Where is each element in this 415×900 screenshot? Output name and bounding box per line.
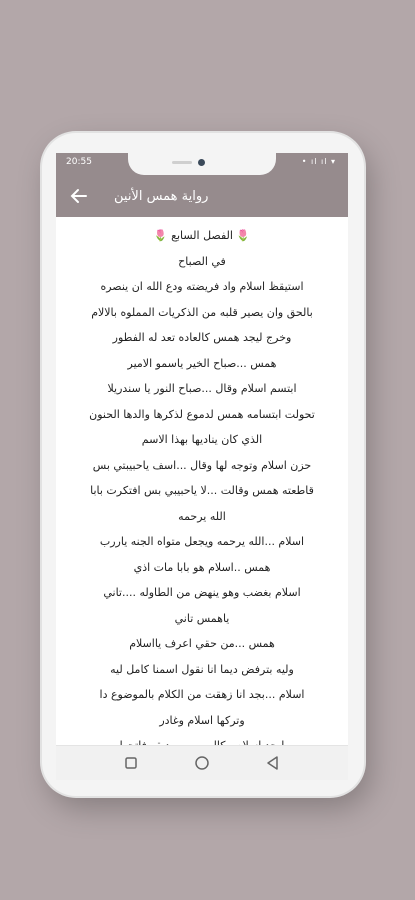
story-line: ياهمس تاني [174,611,230,625]
story-line: همس ...من حقي اعرف يااسلام [129,637,275,650]
story-line: اسلام بغضب وهو ينهض من الطاوله ....تاني [103,586,301,599]
story-line: 🌷 الفصل السابع 🌷 [153,229,251,242]
story-line: اسلام ...الله يرحمه ويجعل متواه الجنه ياررب [99,535,305,548]
story-line: اسلام ...بجد انا زهقت من الكلام بالموضوع دا [99,688,305,701]
square-icon[interactable] [120,752,142,774]
circle-icon[interactable] [191,752,213,774]
story-line: تحولت ابتسامه همس لدموع لذكرها والدها الحنون [89,407,315,421]
camera-icon [198,159,205,166]
story-line: وخرج ليجد همس كالعاده تعد له الفطور [112,331,292,344]
story-line: في الصباح [178,254,226,268]
arrow-left-icon[interactable] [70,185,88,213]
story-line: الذي كان يناديها بهذا الاسم [141,433,263,446]
status-indicators: • ıl ıl ▾ [301,157,336,166]
speaker-grille [172,161,192,164]
page-title: رواية همس الأنين [114,189,209,204]
app-bar [56,179,348,217]
story-line: الله يرحمه [178,509,226,523]
story-line: استيقظ اسلام واد فريضته ودع الله ان ينصره [100,280,304,293]
story-line: وليه بترفض ديما انا نقول اسمنا كامل ليه [110,662,294,676]
story-line: همس ..اسلام هو بابا مات اذي [133,560,271,574]
phone-screen [56,153,348,779]
navigation-bar [56,745,348,780]
story-line: همس ...صباح الخير ياسمو الامير [127,356,277,370]
camera-notch [128,153,276,175]
story-line: بالحق وان يصير قلبه من الذكريات المملوه بالالام [91,305,313,319]
story-content[interactable] [56,217,348,745]
status-time: 20:55 [66,157,92,167]
story-line: حزن اسلام وتوجه لها وقال ...اسف ياحبيبتي بس [92,458,312,472]
story-line: ابتسم اسلام وقال ...صباح النور يا سندريلا [107,382,297,395]
story-line: قاطعته همس وقالت ...لا ياحبيبي بس افتكرت بابا [90,484,314,497]
story-line: وتركها اسلام وغادر [159,713,245,727]
triangle-back-icon[interactable] [262,752,284,774]
